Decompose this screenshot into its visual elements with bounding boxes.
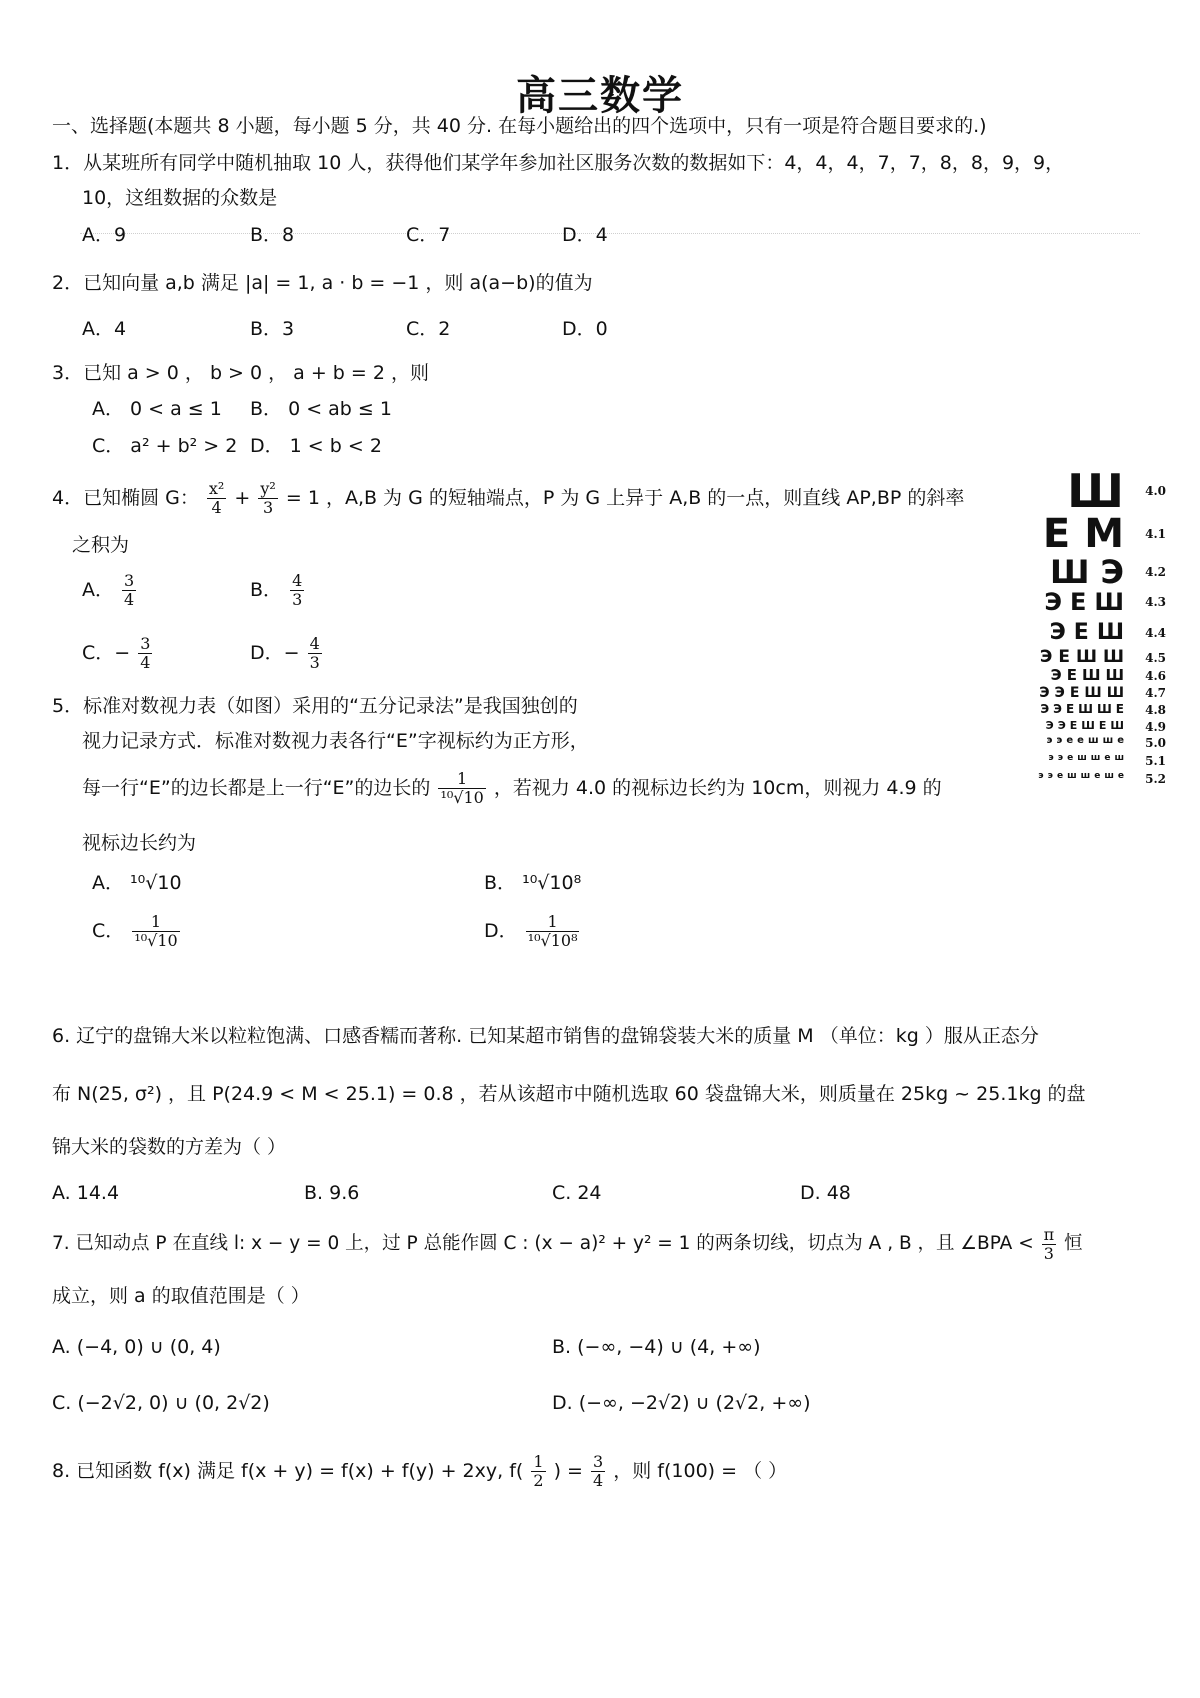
eye-chart-symbol: Э (1057, 719, 1066, 732)
eye-chart-symbol: Э (1053, 702, 1062, 716)
eye-chart-row (1010, 590, 1170, 618)
eye-chart-symbol: е (1117, 771, 1124, 781)
q6-option-d: D. 48 (800, 1182, 851, 1204)
q4-fraction-x: $\frac{\text{x²}}{4}$ (208, 479, 225, 517)
q4-stem-line2: 之积为 (72, 534, 130, 556)
eye-chart-letters (1046, 720, 1124, 731)
eye-chart-symbol: Ш (1081, 666, 1101, 684)
q1-option-d: D．4 (562, 224, 608, 246)
eye-chart-symbol: Е (1098, 719, 1107, 732)
eye-chart-value: 4.2 (1145, 565, 1166, 579)
q3-option-d: D． 1 < b < 2 (250, 435, 382, 457)
q1-stem-line2: 10，这组数据的众数是 (82, 187, 278, 209)
eye-chart-letters (1042, 511, 1124, 557)
eye-chart-letters (1040, 649, 1124, 666)
eye-chart-symbol: Ш (1105, 666, 1124, 684)
eye-chart-symbol: Э (1050, 666, 1062, 684)
eye-chart-symbol: Ш (1078, 702, 1093, 716)
q4-plus: + (234, 487, 251, 509)
eye-chart-symbol: ш (1102, 735, 1114, 746)
q1-option-c: C．7 (406, 224, 451, 246)
q7-option-c: C. (−2√2, 0) ∪ (0, 2√2) (52, 1392, 270, 1414)
q7-stem-line2: 成立，则 a 的取值范围是（ ） (52, 1285, 310, 1307)
eye-chart-symbol: Э (1039, 647, 1053, 667)
eye-chart-symbol: Е (1065, 702, 1075, 716)
eye-chart-symbol: ш (1087, 735, 1099, 746)
q4-fraction-y: $\frac{\text{y²}}{3}$ (260, 479, 276, 517)
eye-chart-symbol: Ш (1102, 647, 1124, 667)
q1-option-b: B．8 (250, 224, 295, 246)
q5-stem-line3: 每一行“E”的边长都是上一行“E”的边长的 $\frac{1}{\text{¹⁰√10}}$ ，若视力 4.0 的视标边长约为 10cm，则视力 4.9 的 (82, 769, 942, 807)
q4-option-c: C．− $\frac{3}{4}$ (82, 634, 151, 672)
eye-chart-value: 4.1 (1145, 527, 1166, 541)
eye-chart-symbol: Э (1054, 685, 1065, 701)
q8-stem: 8. 已知函数 f(x) 满足 f(x + y) = f(x) + f(y) + 2xy, f( $\frac{1}{2}$ ) = $\frac{3}{4}$ ，则 f(100) = （ ） (52, 1452, 788, 1490)
q2-option-a: A．4 (82, 318, 127, 340)
q2-option-c: C．2 (406, 318, 451, 340)
eye-chart-symbol: Е (1058, 647, 1070, 667)
eye-chart-symbol: Е (1042, 511, 1071, 557)
eye-chart-symbol: Е (1115, 702, 1124, 716)
eye-chart-symbol: Ш (1075, 647, 1097, 667)
eye-chart-symbol: Е (1069, 685, 1080, 701)
eye-chart-symbol: э (1056, 735, 1063, 746)
q4-option-d: D．− $\frac{4}{3}$ (250, 634, 320, 672)
q7-option-a: A. (−4, 0) ∪ (0, 4) (52, 1336, 221, 1358)
q4-option-a: A． $\frac{3}{4}$ (82, 571, 135, 609)
eye-chart-value: 4.0 (1145, 484, 1166, 498)
eye-chart-symbol: Е (1066, 666, 1077, 684)
eye-chart-symbol: Е (1073, 620, 1089, 645)
eye-chart-symbol: Ш (1084, 685, 1102, 701)
q5-option-c: C． $\frac{1}{\text{¹⁰√10}}$ (92, 912, 178, 950)
section-heading: 一、选择题(本题共 8 小题，每小题 5 分，共 40 分. 在每小题给出的四个选项中，只有一项是符合题目要求的.) (52, 115, 987, 137)
eye-chart-symbol: Ш (1094, 588, 1124, 616)
q5-option-b: B． ¹⁰√10⁸ (484, 872, 582, 894)
eye-chart-symbol: Е (1069, 588, 1087, 616)
eye-chart-symbol: э (1047, 771, 1053, 781)
eye-chart-symbol: Э (1044, 588, 1062, 616)
q5-option-a: A． ¹⁰√10 (92, 872, 182, 894)
q6-option-a: A. 14.4 (52, 1182, 120, 1204)
q6-stem-line1: 6. 辽宁的盘锦大米以粒粒饱满、口感香糯而著称. 已知某超市销售的盘锦袋装大米的质量 M （单位：kg ）服从正态分 (52, 1025, 1039, 1047)
eye-chart-row (1010, 754, 1170, 767)
eye-chart-row (1010, 511, 1170, 558)
eye-chart-symbol: е (1077, 735, 1084, 746)
page-title: 高三数学 (516, 73, 684, 119)
q5-option-d: D． $\frac{1}{\text{¹⁰√10⁸}}$ (484, 912, 578, 950)
eye-chart-symbol: э (1057, 753, 1064, 763)
q1-option-a: A．9 (82, 224, 127, 246)
eye-chart-row (1010, 736, 1170, 750)
eye-chart-symbol: э (1038, 771, 1044, 781)
eye-chart-symbol: Е (1069, 719, 1078, 732)
eye-chart-symbol: е (1056, 771, 1064, 781)
eye-chart-symbol: ш (1080, 771, 1091, 781)
q4-prefix: 4．已知椭圆 G： (52, 487, 199, 509)
q3-option-a: A． 0 < a ≤ 1 (92, 398, 222, 420)
q5-stem-line1: 5．标准对数视力表（如图）采用的“五分记录法”是我国独创的 (52, 695, 578, 717)
q6-stem-line3: 锦大米的袋数的方差为（ ） (52, 1136, 287, 1158)
q6-option-c: C. 24 (552, 1182, 602, 1204)
eye-chart-symbol: Ш (1096, 620, 1124, 645)
eye-chart-letters (1040, 703, 1124, 715)
eye-chart-letters (1067, 464, 1124, 518)
q7-option-d: D. (−∞, −2√2) ∪ (2√2, +∞) (552, 1392, 811, 1414)
eye-chart-value: 5.2 (1145, 772, 1166, 786)
q5-stem-line2: 视力记录方式．标准对数视力表各行“E”字视标约为正方形， (82, 730, 589, 752)
eye-chart-symbol: Э (1045, 719, 1054, 732)
eye-chart-symbol: Э (1039, 685, 1050, 701)
eye-chart-letters (1038, 772, 1124, 781)
q6-option-b: B. 9.6 (304, 1182, 360, 1204)
eye-chart-symbol: е (1117, 735, 1124, 746)
eye-chart-letters (1048, 754, 1124, 763)
eye-chart-row (1010, 720, 1170, 735)
eye-chart-value: 4.6 (1145, 669, 1166, 683)
eye-chart-symbol: е (1067, 753, 1074, 763)
eye-chart-symbol: Э (1040, 702, 1050, 716)
q2-option-d: D．0 (562, 318, 608, 340)
q2-stem: 2．已知向量 a,b 满足 |a| = 1, a · b = −1 ，则 a(a−b)的值为 (52, 272, 593, 294)
q7-option-b: B. (−∞, −4) ∪ (4, +∞) (552, 1336, 761, 1358)
q3-option-c: C． a² + b² > 2 (92, 435, 238, 457)
eye-chart-symbol: е (1094, 771, 1101, 781)
q5-stem-line4: 视标边长约为 (82, 832, 197, 854)
eye-chart-symbol: Ш (1049, 553, 1090, 591)
eye-chart-row (1010, 703, 1170, 719)
eye-chart-symbol: Ш (1096, 702, 1112, 716)
eye-chart-symbol: е (1104, 753, 1111, 763)
eye-chart-symbol: Ш (1110, 719, 1124, 732)
eye-chart-letters (1039, 686, 1124, 700)
eye-chart (1010, 464, 1170, 838)
eye-chart-row (1010, 772, 1170, 785)
eye-chart-symbol: ш (1090, 753, 1101, 763)
q2-option-b: B．3 (250, 318, 295, 340)
eye-chart-value: 4.7 (1145, 686, 1166, 700)
eye-chart-letters (1050, 622, 1124, 644)
eye-chart-symbol: Ш (1106, 685, 1124, 701)
q4-stem-line1 (52, 478, 964, 518)
eye-chart-value: 5.0 (1145, 736, 1166, 750)
eye-chart-letters (1051, 668, 1124, 683)
eye-chart-symbol: ш (1114, 753, 1124, 763)
q6-stem-line2: 布 N(25, σ²) ，且 P(24.9 < M < 25.1) = 0.8 ，若从该超市中随机选取 60 袋盘锦大米，则质量在 25kg ~ 25.1kg 的盘 (52, 1083, 1086, 1105)
eye-chart-value: 4.8 (1145, 703, 1166, 717)
q4-suffix: = 1 ，A,B 为 G 的短轴端点，P 为 G 上异于 A,B 的一点，则直线 AP,BP 的斜率 (285, 487, 965, 509)
eye-chart-letters (1044, 590, 1124, 614)
eye-chart-symbol: Ш (1081, 719, 1095, 732)
eye-chart-symbol: ш (1104, 771, 1114, 781)
eye-chart-symbol: е (1066, 735, 1074, 746)
eye-chart-value: 4.4 (1145, 626, 1166, 640)
eye-chart-symbol: Э (1049, 620, 1066, 645)
q3-stem: 3．已知 a > 0 ， b > 0 ， a + b = 2 ，则 (52, 362, 429, 384)
divider (80, 233, 1140, 234)
eye-chart-row (1010, 622, 1170, 648)
q4-option-b: B． $\frac{4}{3}$ (250, 571, 303, 609)
eye-chart-letters (1049, 553, 1124, 591)
eye-chart-symbol: Э (1100, 553, 1124, 591)
eye-chart-value: 4.9 (1145, 720, 1166, 734)
q7-stem-line1: 7. 已知动点 P 在直线 l: x − y = 0 上，过 P 总能作圆 C : (x − a)² + y² = 1 的两条切线，切点为 A , B ，且 ∠BPA < $\frac{\pi}{3}$ 恒 (52, 1224, 1083, 1263)
eye-chart-symbol: М (1084, 511, 1124, 557)
eye-chart-symbol: ш (1077, 753, 1087, 763)
eye-chart-symbol: э (1048, 753, 1054, 763)
q3-option-b: B． 0 < ab ≤ 1 (250, 398, 392, 420)
eye-chart-value: 4.5 (1145, 651, 1166, 665)
q1-stem-line1: 1．从某班所有同学中随机抽取 10 人，获得他们某学年参加社区服务次数的数据如下：4，4，4，7，7，8，8，9，9， (52, 152, 1065, 174)
eye-chart-symbol: ш (1067, 771, 1077, 781)
eye-chart-value: 5.1 (1145, 754, 1166, 768)
eye-chart-symbol: Ш (1067, 464, 1124, 518)
eye-chart-row (1010, 553, 1170, 592)
eye-chart-symbol: э (1046, 735, 1053, 746)
eye-chart-value: 4.3 (1145, 595, 1166, 609)
eye-chart-letters (1046, 736, 1124, 746)
